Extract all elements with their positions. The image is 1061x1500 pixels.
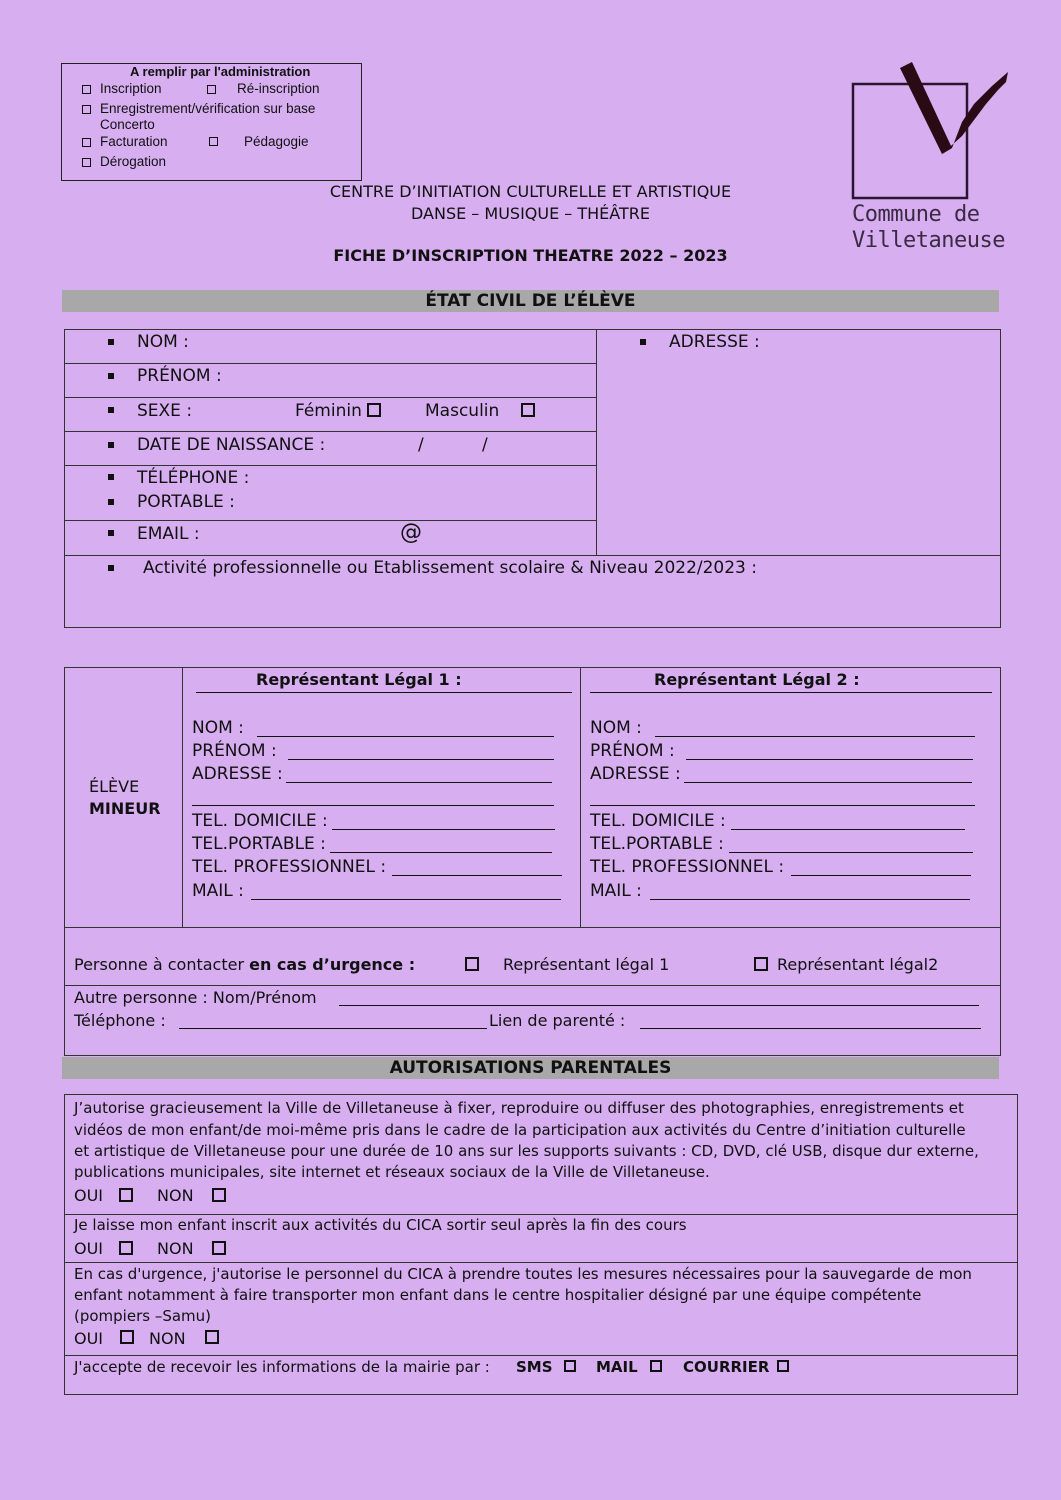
inscription-checkbox[interactable] [82, 85, 91, 94]
sms-checkbox[interactable] [564, 1360, 576, 1372]
rep1-tel-domicile-field[interactable] [332, 829, 555, 830]
reinscription-checkbox[interactable] [207, 85, 216, 94]
rep2-tel-pro-field[interactable] [791, 875, 971, 876]
inscription-label: Inscription [100, 81, 162, 96]
photo-non-checkbox[interactable] [212, 1188, 226, 1202]
sortie-oui-label: OUI [74, 1239, 104, 1258]
autre-personne-label: Autre personne : Nom/Prénom [74, 988, 317, 1007]
rep1-adresse-label: ADRESSE : [192, 764, 283, 784]
urgence-oui-label: OUI [74, 1329, 104, 1348]
masculin-checkbox[interactable] [521, 403, 535, 417]
rep2-nom-field[interactable] [655, 736, 975, 737]
rep2-nom-label: NOM : [590, 718, 642, 738]
rep1-title: Représentant Légal 1 : [256, 670, 462, 689]
facturation-label: Facturation [100, 134, 168, 149]
page-title: FICHE D’INSCRIPTION THEATRE 2022 – 2023 [333, 246, 728, 265]
autorisations-table [64, 1094, 1018, 1395]
autorisation-urgence-line2: enfant notamment à faire transporter mon enfant dans le centre hospitalier désigné par une équipe compétente [74, 1286, 922, 1304]
urgence-label-plain: Personne à contacter [74, 955, 250, 974]
informations-mairie-text: J'accepte de recevoir les informations de la mairie par : [74, 1358, 490, 1376]
photo-oui-checkbox[interactable] [119, 1188, 133, 1202]
admin-box-title: A remplir par l'administration [130, 64, 311, 79]
urgence-label [74, 955, 415, 974]
enregistrement-checkbox[interactable] [82, 105, 91, 114]
etat-civil-heading: ÉTAT CIVIL DE L’ÉLÈVE [62, 290, 999, 312]
rep2-prenom-label: PRÉNOM : [590, 741, 675, 761]
date-slash-2: / [482, 435, 488, 455]
autorisation-photo-line4: publications municipales, site internet et réseaux sociaux de la Ville de Villetaneuse. [74, 1163, 710, 1181]
rep1-prenom-field[interactable] [288, 759, 554, 760]
header-line1: CENTRE D’INITIATION CULTURELLE ET ARTISTIQUE [329, 182, 732, 201]
rep2-mail-label: MAIL : [590, 881, 642, 901]
autorisation-photo-line1: J’autorise gracieusement la Ville de Villetaneuse à fixer, reproduire ou diffuser des photographies, enregistrements et [74, 1099, 964, 1117]
autorisation-urgence-line3: (pompiers –Samu) [74, 1307, 212, 1325]
urgence-rep1-checkbox[interactable] [465, 957, 479, 971]
telephone-label: TÉLÉPHONE : [137, 468, 250, 488]
urgence-rep2-label: Représentant légal2 [777, 955, 939, 974]
logo-text-2: Villetaneuse [852, 228, 1005, 253]
urgence-non-label: NON [149, 1329, 186, 1348]
photo-non-label: NON [157, 1186, 194, 1205]
rep1-adresse-field-2[interactable] [192, 805, 554, 806]
autorisation-urgence-line1: En cas d'urgence, j'autorise le personnel du CICA à prendre toutes les mesures nécessaires pour la sauvegarde de mon [74, 1265, 972, 1283]
header-line2: DANSE – MUSIQUE – THÉÂTRE [411, 204, 650, 223]
masculin-label: Masculin [425, 401, 500, 421]
email-at: @ [400, 520, 422, 545]
courrier-label: COURRIER [683, 1358, 770, 1376]
sortie-non-label: NON [157, 1239, 194, 1258]
sms-label: SMS [516, 1358, 553, 1376]
rep1-nom-label: NOM : [192, 718, 244, 738]
reinscription-label: Ré-inscription [237, 81, 320, 96]
email-label: EMAIL : [137, 524, 200, 544]
urgence-telephone-label: Téléphone : [74, 1011, 166, 1030]
rep2-mail-field[interactable] [650, 899, 970, 900]
feminin-label: Féminin [295, 401, 362, 421]
pedagogie-label: Pédagogie [244, 134, 309, 149]
sexe-label: SEXE : [137, 401, 193, 421]
mail-checkbox[interactable] [650, 1360, 662, 1372]
rep2-title: Représentant Légal 2 : [654, 670, 860, 689]
rep2-prenom-field[interactable] [686, 759, 973, 760]
rep2-tel-portable-label: TEL.PORTABLE : [590, 834, 724, 854]
eleve-label: ÉLÈVE [89, 777, 140, 796]
sortie-non-checkbox[interactable] [212, 1241, 226, 1255]
rep2-adresse-field[interactable] [684, 782, 972, 783]
rep2-adresse-field-2[interactable] [590, 805, 975, 806]
adresse-label: ADRESSE : [669, 332, 760, 352]
urgence-telephone-field[interactable] [179, 1028, 487, 1029]
urgence-non-checkbox[interactable] [205, 1330, 219, 1344]
urgence-label-bold: en cas d’urgence : [249, 955, 416, 974]
rep2-tel-pro-label: TEL. PROFESSIONNEL : [590, 857, 785, 877]
commune-logo [850, 60, 1020, 260]
derogation-checkbox[interactable] [82, 158, 91, 167]
logo-text-1: Commune de [852, 202, 980, 227]
sortie-oui-checkbox[interactable] [119, 1241, 133, 1255]
enregistrement-label-2: Concerto [100, 117, 155, 132]
autorisations-heading: AUTORISATIONS PARENTALES [62, 1057, 999, 1079]
urgence-oui-checkbox[interactable] [120, 1330, 134, 1344]
autre-personne-field[interactable] [339, 1005, 979, 1006]
mail-label: MAIL [596, 1358, 638, 1376]
lien-parente-field[interactable] [640, 1028, 981, 1029]
derogation-label: Dérogation [100, 154, 167, 169]
lien-parente-label: Lien de parenté : [489, 1011, 626, 1030]
rep2-tel-domicile-label: TEL. DOMICILE : [590, 811, 726, 831]
rep1-tel-pro-field[interactable] [392, 875, 562, 876]
autorisation-photo-line2: vidéos de mon enfant/de moi-même pris dans le cadre de la participation aux activités du Centre d’initiation culturelle [74, 1121, 966, 1139]
feminin-checkbox[interactable] [367, 403, 381, 417]
urgence-rep1-label: Représentant légal 1 [503, 955, 670, 974]
pedagogie-checkbox[interactable] [209, 137, 218, 146]
rep1-mail-label: MAIL : [192, 881, 244, 901]
autorisation-photo-line3: et artistique de Villetaneuse pour une durée de 10 ans sur les supports suivants : CD, DVD, clé USB, disque dur externe, [74, 1142, 979, 1160]
nom-label: NOM : [137, 332, 189, 352]
rep2-adresse-label: ADRESSE : [590, 764, 681, 784]
rep1-tel-domicile-label: TEL. DOMICILE : [192, 811, 328, 831]
autorisation-sortie-text: Je laisse mon enfant inscrit aux activités du CICA sortir seul après la fin des cours [74, 1216, 687, 1234]
rep1-prenom-label: PRÉNOM : [192, 741, 277, 761]
rep2-tel-portable-field[interactable] [729, 852, 973, 853]
activite-label: Activité professionnelle ou Etablissement scolaire & Niveau 2022/2023 : [143, 558, 758, 578]
rep1-tel-pro-label: TEL. PROFESSIONNEL : [192, 857, 387, 877]
rep1-adresse-field[interactable] [286, 782, 552, 783]
prenom-label: PRÉNOM : [137, 366, 222, 386]
mineur-label: MINEUR [89, 799, 161, 818]
rep1-nom-field[interactable] [257, 736, 554, 737]
photo-oui-label: OUI [74, 1186, 104, 1205]
portable-label: PORTABLE : [137, 492, 235, 512]
date-naissance-label: DATE DE NAISSANCE : [137, 435, 326, 455]
urgence-rep2-checkbox[interactable] [754, 957, 768, 971]
rep1-tel-portable-field[interactable] [330, 852, 552, 853]
rep2-tel-domicile-field[interactable] [731, 829, 965, 830]
courrier-checkbox[interactable] [777, 1360, 789, 1372]
facturation-checkbox[interactable] [82, 138, 91, 147]
enregistrement-label: Enregistrement/vérification sur base [100, 101, 316, 116]
date-slash-1: / [418, 435, 424, 455]
rep1-mail-field[interactable] [251, 899, 561, 900]
rep1-tel-portable-label: TEL.PORTABLE : [192, 834, 326, 854]
